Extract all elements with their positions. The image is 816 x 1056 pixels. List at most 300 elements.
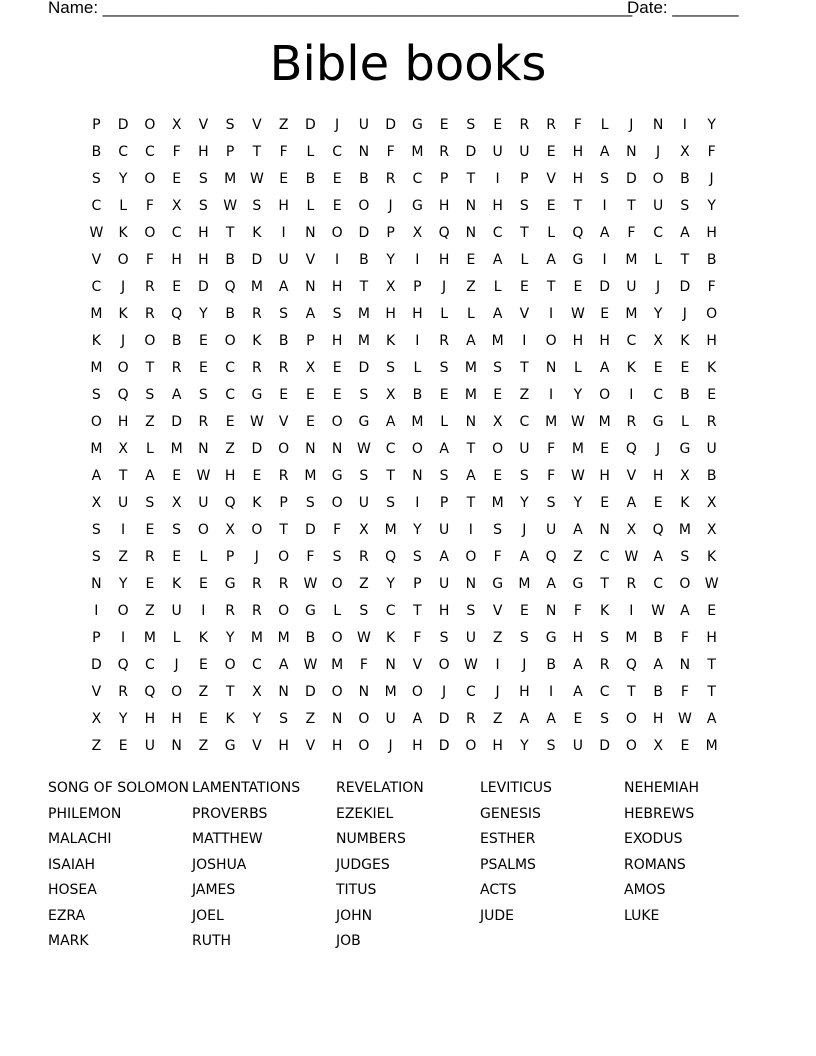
- grid-row: [83, 491, 725, 518]
- grid-letter: I: [549, 387, 554, 403]
- grid-letter: F: [680, 630, 689, 646]
- grid-letter: Z: [118, 549, 128, 565]
- grid-letter: S: [600, 171, 610, 187]
- grid-letter: U: [519, 441, 530, 457]
- grid-letter: P: [92, 630, 101, 646]
- grid-letter: W: [677, 711, 692, 727]
- grid-letter: Q: [572, 225, 584, 241]
- grid-letter: S: [91, 522, 101, 538]
- grid-letter: I: [201, 603, 206, 619]
- grid-letter: K: [118, 306, 128, 322]
- grid-letter: F: [680, 684, 689, 700]
- grid-letter: F: [279, 144, 288, 160]
- grid-letter: H: [519, 684, 530, 700]
- grid-letter: X: [385, 387, 396, 403]
- grid-letter: W: [356, 630, 371, 646]
- grid-letter: O: [144, 117, 156, 133]
- grid-letter: C: [653, 576, 664, 592]
- grid-letter: E: [466, 252, 476, 268]
- grid-letter: G: [492, 576, 504, 592]
- grid-letter: O: [625, 711, 637, 727]
- grid-letter: C: [465, 684, 476, 700]
- grid-letter: U: [519, 144, 530, 160]
- grid-letter: M: [90, 306, 103, 322]
- grid-letter: T: [466, 495, 476, 511]
- grid-letter: F: [547, 468, 556, 484]
- word-bank-item: ACTS: [480, 882, 517, 898]
- grid-letter: D: [358, 225, 370, 241]
- grid-letter: O: [545, 333, 557, 349]
- grid-letter: S: [386, 360, 396, 376]
- grid-letter: W: [249, 414, 264, 430]
- grid-letter: U: [358, 117, 369, 133]
- grid-letter: G: [572, 576, 584, 592]
- grid-letter: R: [145, 279, 155, 295]
- grid-letter: R: [252, 360, 262, 376]
- grid-letter: T: [118, 468, 128, 484]
- word-bank-item: NUMBERS: [336, 831, 406, 847]
- grid-letter: S: [680, 198, 690, 214]
- grid-letter: K: [707, 549, 717, 565]
- grid-letter: H: [572, 171, 584, 187]
- word-bank-item: PROVERBS: [192, 805, 268, 822]
- grid-letter: S: [305, 495, 315, 511]
- grid-letter: D: [251, 252, 263, 268]
- grid-letter: W: [570, 414, 585, 430]
- grid-letter: R: [278, 576, 289, 592]
- grid-letter: R: [439, 333, 449, 349]
- grid-letter: Z: [91, 738, 102, 754]
- grid-letter: N: [305, 441, 316, 457]
- grid-letter: E: [279, 171, 289, 187]
- word-bank-item: TITUS: [336, 882, 377, 898]
- grid-letter: H: [331, 279, 343, 295]
- grid-letter: Y: [707, 198, 716, 214]
- word-bank-item: RUTH: [192, 933, 232, 949]
- grid-letter: V: [91, 684, 102, 700]
- word-bank-item: GENESIS: [480, 805, 541, 822]
- grid-letter: N: [652, 117, 664, 133]
- grid-letter: J: [388, 738, 393, 754]
- grid-letter: V: [252, 738, 262, 754]
- grid-letter: H: [385, 306, 396, 322]
- grid-letter: X: [171, 198, 182, 214]
- grid-letter: O: [411, 441, 423, 457]
- grid-letter: B: [91, 144, 102, 160]
- grid-letter: Y: [413, 522, 422, 538]
- grid-letter: L: [520, 252, 529, 268]
- grid-letter: M: [491, 495, 504, 511]
- grid-letter: M: [384, 522, 397, 538]
- grid-letter: S: [386, 495, 396, 511]
- word-bank-item: JUDGES: [336, 856, 390, 873]
- grid-letter: N: [465, 198, 477, 214]
- grid-letter: N: [198, 441, 209, 457]
- grid-letter: G: [224, 738, 236, 754]
- word-bank-item: MARK: [48, 933, 89, 949]
- grid-letter: A: [599, 225, 610, 241]
- grid-letter: O: [251, 522, 263, 538]
- grid-letter: H: [438, 603, 450, 619]
- grid-letter: B: [359, 252, 369, 268]
- grid-letter: W: [651, 603, 666, 619]
- grid-letter: A: [171, 387, 182, 403]
- grid-letter: G: [358, 414, 370, 430]
- grid-letter: D: [251, 441, 263, 457]
- grid-letter: M: [384, 684, 397, 700]
- grid-letter: J: [254, 549, 259, 565]
- grid-letter: O: [144, 225, 156, 241]
- grid-letter: G: [652, 414, 664, 430]
- grid-letter: P: [306, 333, 315, 349]
- grid-letter: M: [331, 657, 344, 673]
- grid-letter: H: [652, 468, 664, 484]
- grid-letter: F: [359, 657, 368, 673]
- grid-letter: S: [519, 630, 529, 646]
- grid-letter: O: [331, 576, 343, 592]
- grid-letter: M: [464, 387, 477, 403]
- grid-letter: O: [625, 738, 637, 754]
- grid-letter: Y: [707, 117, 716, 133]
- grid-letter: H: [572, 144, 584, 160]
- grid-letter: E: [279, 387, 289, 403]
- grid-letter: E: [680, 738, 690, 754]
- grid-letter: C: [492, 225, 503, 241]
- grid-letter: O: [331, 630, 343, 646]
- grid-letter: W: [463, 657, 478, 673]
- grid-letter: L: [680, 414, 689, 430]
- grid-letter: D: [90, 657, 102, 673]
- grid-letter: Y: [199, 306, 208, 322]
- grid-letter: E: [145, 522, 155, 538]
- grid-letter: X: [171, 495, 182, 511]
- grid-letter: L: [306, 198, 315, 214]
- grid-letter: S: [359, 603, 369, 619]
- grid-letter: H: [198, 252, 209, 268]
- grid-row: [83, 302, 725, 329]
- grid-letter: U: [439, 576, 450, 592]
- grid-letter: I: [602, 198, 607, 214]
- grid-letter: G: [331, 468, 343, 484]
- grid-letter: Y: [118, 576, 128, 592]
- grid-letter: E: [332, 198, 342, 214]
- grid-letter: A: [653, 549, 663, 565]
- grid-letter: L: [413, 360, 422, 376]
- grid-letter: S: [439, 360, 449, 376]
- grid-letter: W: [196, 468, 211, 484]
- grid-letter: L: [440, 306, 449, 322]
- grid-letter: A: [546, 711, 556, 727]
- grid-letter: N: [331, 711, 343, 727]
- grid-letter: R: [118, 684, 128, 700]
- grid-letter: R: [278, 468, 289, 484]
- grid-letter: E: [573, 711, 583, 727]
- grid-letter: A: [546, 576, 556, 592]
- grid-letter: E: [198, 333, 208, 349]
- grid-letter: Z: [198, 738, 209, 754]
- grid-letter: O: [224, 333, 236, 349]
- grid-letter: L: [573, 360, 582, 376]
- grid-letter: A: [278, 279, 289, 295]
- grid-letter: K: [600, 603, 610, 619]
- word-bank-item: AMOS: [624, 882, 666, 898]
- grid-letter: X: [653, 333, 663, 349]
- grid-letter: E: [600, 441, 610, 457]
- grid-letter: E: [332, 171, 342, 187]
- grid-letter: J: [682, 306, 687, 322]
- grid-letter: P: [92, 117, 101, 133]
- grid-letter: M: [357, 306, 370, 322]
- grid-letter: N: [305, 279, 316, 295]
- grid-letter: G: [411, 198, 423, 214]
- grid-letter: M: [277, 630, 290, 646]
- grid-letter: R: [225, 603, 235, 619]
- grid-letter: Z: [492, 711, 503, 727]
- page-title: Bible books: [269, 36, 547, 92]
- grid-letter: F: [145, 252, 154, 268]
- grid-letter: L: [145, 441, 154, 457]
- grid-letter: O: [358, 711, 370, 727]
- grid-letter: R: [278, 360, 289, 376]
- grid-letter: S: [359, 468, 369, 484]
- grid-letter: J: [121, 279, 126, 295]
- grid-letter: H: [438, 252, 450, 268]
- grid-letter: K: [680, 333, 690, 349]
- grid-letter: E: [439, 117, 449, 133]
- grid-letter: Y: [252, 711, 262, 727]
- grid-letter: S: [252, 198, 262, 214]
- grid-letter: H: [706, 225, 717, 241]
- grid-letter: M: [143, 630, 156, 646]
- grid-letter: U: [465, 630, 476, 646]
- grid-letter: J: [656, 441, 661, 457]
- grid-letter: E: [493, 117, 503, 133]
- grid-letter: S: [600, 711, 610, 727]
- grid-letter: D: [599, 738, 611, 754]
- grid-letter: A: [573, 522, 583, 538]
- grid-letter: T: [145, 360, 155, 376]
- grid-letter: H: [706, 333, 717, 349]
- grid-letter: Z: [519, 387, 530, 403]
- grid-letter: T: [252, 144, 262, 160]
- grid-letter: U: [546, 522, 557, 538]
- grid-letter: N: [331, 441, 343, 457]
- grid-letter: T: [279, 522, 288, 538]
- grid-letter: H: [492, 738, 503, 754]
- word-bank-item: ISAIAH: [48, 856, 96, 873]
- grid-letter: Y: [225, 630, 235, 646]
- grid-row: [83, 275, 725, 302]
- word-bank-item: LAMENTATIONS: [192, 780, 301, 796]
- grid-letter: H: [706, 630, 717, 646]
- grid-letter: D: [385, 117, 397, 133]
- grid-letter: A: [439, 441, 449, 457]
- grid-letter: M: [224, 171, 237, 187]
- grid-letter: K: [252, 333, 262, 349]
- grid-letter: X: [706, 495, 717, 511]
- grid-letter: Q: [652, 522, 664, 538]
- grid-letter: G: [224, 576, 236, 592]
- word-bank-item: EXODUS: [624, 831, 683, 847]
- grid-letter: P: [225, 144, 235, 160]
- grid-letter: I: [335, 252, 340, 268]
- grid-letter: M: [491, 333, 504, 349]
- grid-letter: H: [438, 198, 450, 214]
- grid-letter: B: [706, 252, 717, 268]
- grid-row: [83, 410, 725, 437]
- grid-letter: I: [629, 603, 634, 619]
- word-bank-item: JAMES: [192, 882, 236, 898]
- grid-letter: Z: [278, 117, 289, 133]
- word-bank-item: JOHN: [336, 907, 373, 924]
- grid-letter: R: [252, 603, 262, 619]
- grid-row: [83, 572, 725, 599]
- grid-letter: C: [332, 144, 343, 160]
- grid-letter: U: [626, 279, 637, 295]
- grid-letter: H: [171, 711, 182, 727]
- grid-letter: L: [654, 252, 663, 268]
- grid-letter: F: [707, 144, 716, 160]
- grid-letter: Z: [198, 684, 209, 700]
- grid-letter: H: [652, 711, 664, 727]
- grid-letter: M: [464, 360, 477, 376]
- grid-letter: F: [333, 522, 342, 538]
- grid-letter: S: [546, 738, 556, 754]
- grid-letter: W: [223, 198, 238, 214]
- grid-letter: L: [333, 603, 342, 619]
- grid-letter: K: [225, 711, 235, 727]
- grid-letter: T: [546, 279, 556, 295]
- grid-letter: E: [225, 414, 235, 430]
- grid-row: [83, 113, 725, 140]
- grid-letter: E: [172, 171, 182, 187]
- word-bank-item: PSALMS: [480, 856, 536, 873]
- grid-letter: U: [198, 495, 209, 511]
- grid-letter: K: [198, 630, 208, 646]
- grid-letter: L: [547, 225, 556, 241]
- grid-letter: E: [198, 711, 208, 727]
- grid-row: [83, 653, 725, 680]
- grid-letter: C: [171, 225, 182, 241]
- grid-letter: X: [305, 360, 316, 376]
- grid-letter: V: [546, 171, 556, 187]
- grid-letter: F: [172, 144, 181, 160]
- grid-letter: J: [656, 144, 661, 160]
- grid-letter: Z: [145, 603, 155, 619]
- grid-letter: J: [335, 117, 340, 133]
- grid-letter: S: [279, 711, 289, 727]
- grid-letter: P: [279, 495, 288, 511]
- grid-letter: A: [653, 657, 663, 673]
- grid-letter: R: [252, 306, 262, 322]
- grid-letter: M: [411, 414, 424, 430]
- grid-letter: V: [278, 414, 289, 430]
- grid-letter: E: [145, 576, 155, 592]
- grid-letter: E: [172, 468, 182, 484]
- grid-letter: E: [600, 306, 610, 322]
- grid-letter: M: [571, 441, 584, 457]
- grid-letter: O: [278, 549, 290, 565]
- grid-letter: Q: [171, 306, 183, 322]
- grid-letter: Q: [117, 657, 129, 673]
- worksheet-header: [48, 0, 748, 20]
- grid-letter: V: [252, 117, 262, 133]
- grid-row: [83, 734, 725, 761]
- grid-letter: B: [305, 171, 316, 187]
- grid-letter: F: [413, 630, 422, 646]
- grid-letter: R: [145, 549, 155, 565]
- grid-letter: N: [305, 225, 316, 241]
- grid-letter: F: [306, 549, 315, 565]
- grid-letter: T: [225, 225, 235, 241]
- grid-letter: R: [599, 657, 610, 673]
- grid-letter: E: [546, 198, 556, 214]
- grid-letter: T: [466, 171, 476, 187]
- grid-letter: A: [278, 657, 289, 673]
- word-bank-item: LEVITICUS: [480, 780, 552, 796]
- grid-letter: T: [600, 576, 609, 592]
- word-bank-item: JOEL: [192, 907, 224, 924]
- grid-letter: H: [492, 198, 503, 214]
- grid-letter: P: [439, 495, 449, 511]
- word-bank-item: JUDE: [480, 907, 515, 924]
- grid-letter: S: [198, 171, 208, 187]
- grid-letter: A: [412, 711, 423, 727]
- grid-letter: Z: [359, 576, 369, 592]
- date-line: Date: _______: [627, 0, 739, 17]
- grid-letter: J: [174, 657, 179, 673]
- grid-letter: M: [625, 306, 638, 322]
- grid-letter: H: [171, 252, 182, 268]
- grid-letter: O: [679, 576, 691, 592]
- grid-letter: O: [224, 657, 236, 673]
- grid-letter: C: [385, 603, 396, 619]
- grid-letter: N: [91, 576, 102, 592]
- grid-letter: Q: [224, 279, 236, 295]
- grid-letter: L: [493, 279, 502, 295]
- grid-letter: R: [171, 360, 182, 376]
- grid-letter: A: [573, 657, 583, 673]
- grid-letter: R: [252, 576, 262, 592]
- grid-letter: T: [520, 360, 529, 376]
- grid-letter: C: [412, 171, 423, 187]
- grid-letter: Y: [573, 387, 583, 403]
- grid-letter: B: [546, 657, 556, 673]
- grid-letter: Y: [118, 711, 128, 727]
- grid-letter: C: [144, 657, 155, 673]
- grid-letter: D: [304, 117, 316, 133]
- grid-letter: Q: [144, 684, 156, 700]
- grid-letter: R: [198, 414, 209, 430]
- grid-letter: H: [198, 225, 209, 241]
- grid-letter: S: [493, 522, 503, 538]
- grid-letter: X: [653, 738, 663, 754]
- grid-letter: U: [278, 252, 289, 268]
- grid-letter: I: [495, 171, 500, 187]
- grid-letter: R: [466, 711, 476, 727]
- grid-letter: T: [573, 198, 583, 214]
- grid-letter: Y: [520, 495, 529, 511]
- grid-letter: M: [304, 468, 317, 484]
- grid-row: [83, 167, 725, 194]
- grid-row: [83, 545, 725, 572]
- grid-letter: U: [439, 522, 450, 538]
- grid-letter: H: [198, 144, 209, 160]
- grid-row: [83, 707, 725, 734]
- grid-letter: S: [145, 495, 155, 511]
- grid-letter: H: [599, 333, 610, 349]
- grid-letter: M: [90, 441, 103, 457]
